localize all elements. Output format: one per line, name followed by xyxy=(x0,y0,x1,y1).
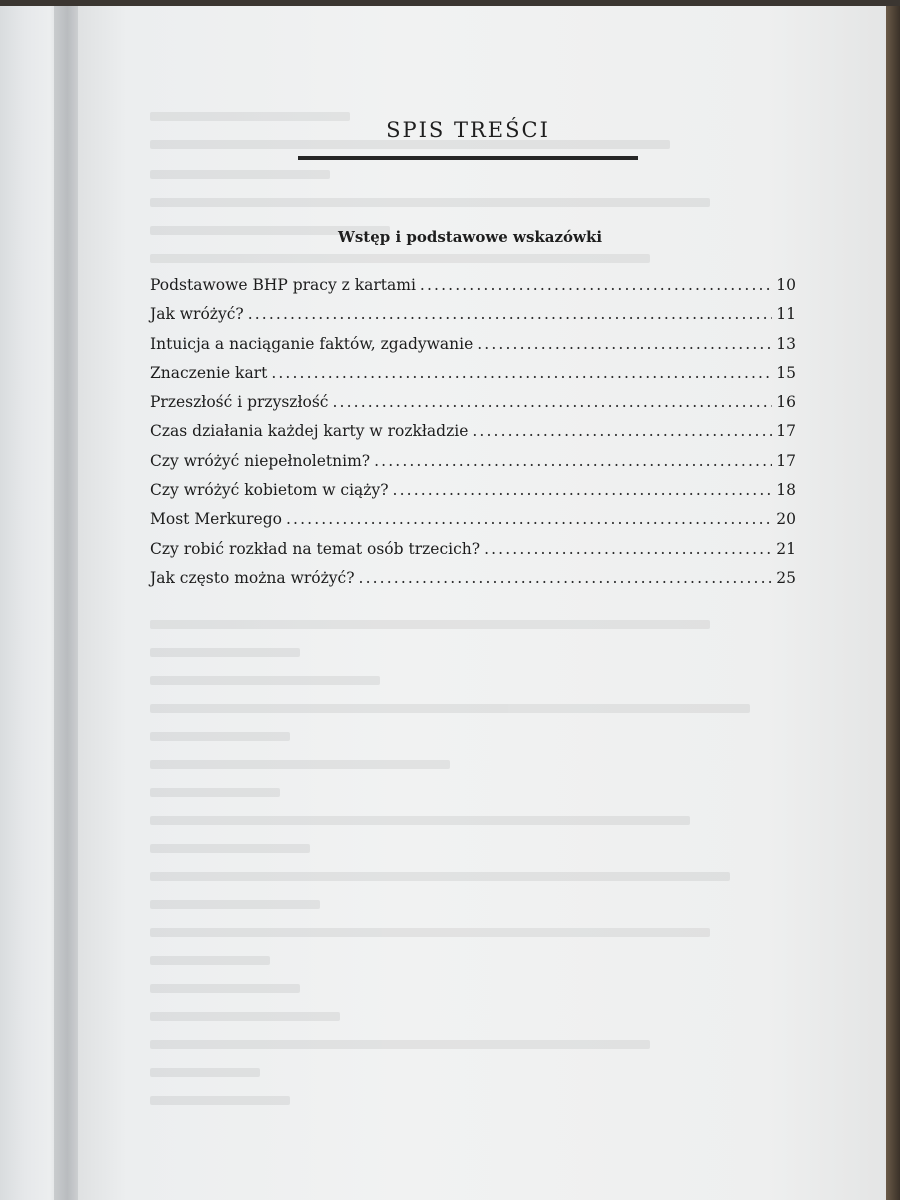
book-cover-edge xyxy=(886,0,900,1200)
toc-entry-label: Czas działania każdej karty w rozkładzie xyxy=(150,422,469,441)
dot-leader xyxy=(359,569,773,587)
toc-entry-label: Podstawowe BHP pracy z kartami xyxy=(150,276,416,294)
dot-leader xyxy=(248,305,773,323)
dot-leader xyxy=(477,335,772,353)
toc-entry-label: Czy wróżyć kobietom w ciąży? xyxy=(150,481,389,500)
toc-entry-label: Most Merkurego xyxy=(150,510,282,529)
dot-leader xyxy=(286,510,772,528)
dot-leader xyxy=(393,481,773,499)
toc-entry-label: Jak wróżyć? xyxy=(150,305,244,324)
previous-page-edge xyxy=(0,0,62,1200)
dot-leader xyxy=(271,364,772,382)
title-underline xyxy=(298,156,638,160)
dot-leader xyxy=(472,422,772,440)
toc-page-number: 10 xyxy=(776,276,796,294)
toc-page-number: 20 xyxy=(776,510,796,529)
dot-leader xyxy=(332,393,772,411)
toc-page-number: 11 xyxy=(776,305,796,324)
toc-entry[interactable] xyxy=(150,481,796,510)
toc-entry-label: Jak często można wróżyć? xyxy=(150,568,355,587)
dot-leader xyxy=(420,276,772,294)
toc-entry[interactable] xyxy=(150,569,796,598)
section-heading: Wstęp i podstawowe wskazówki xyxy=(337,228,603,246)
toc-entry[interactable] xyxy=(150,452,796,481)
toc-entry[interactable] xyxy=(150,393,796,422)
toc-page-number: 18 xyxy=(776,481,796,500)
toc-entry[interactable] xyxy=(150,422,796,451)
dot-leader xyxy=(484,540,772,558)
toc-entry-label: Czy robić rozkład na temat osób trzecich? xyxy=(150,539,481,558)
toc-page-number: 17 xyxy=(776,422,796,441)
toc-page-number: 25 xyxy=(776,568,796,587)
toc-entry-label: Przeszłość i przyszłość xyxy=(150,393,329,412)
toc-entry-label: Czy wróżyć niepełnoletnim? xyxy=(150,451,371,470)
toc-page-number: 17 xyxy=(776,451,796,470)
toc-page-number: 15 xyxy=(776,363,796,382)
toc-entry[interactable] xyxy=(150,305,796,334)
page-title: SPIS TREŚCI xyxy=(386,118,550,142)
top-shadow-edge xyxy=(0,0,900,6)
toc-entry[interactable] xyxy=(150,335,796,364)
toc-entry[interactable] xyxy=(150,364,796,393)
toc-entry[interactable] xyxy=(150,276,796,305)
toc-entry[interactable] xyxy=(150,540,796,569)
toc-page-number: 16 xyxy=(776,393,796,412)
toc-entry[interactable] xyxy=(150,510,796,539)
dot-leader xyxy=(374,452,772,470)
toc-entry-label: Intuicja a naciąganie faktów, zgadywanie xyxy=(150,334,474,353)
toc-list xyxy=(150,276,796,598)
toc-page-number: 13 xyxy=(776,334,796,353)
bleed-through-text xyxy=(150,100,810,1140)
toc-page-number: 21 xyxy=(776,539,796,558)
toc-entry-label: Znaczenie kart xyxy=(150,363,268,382)
